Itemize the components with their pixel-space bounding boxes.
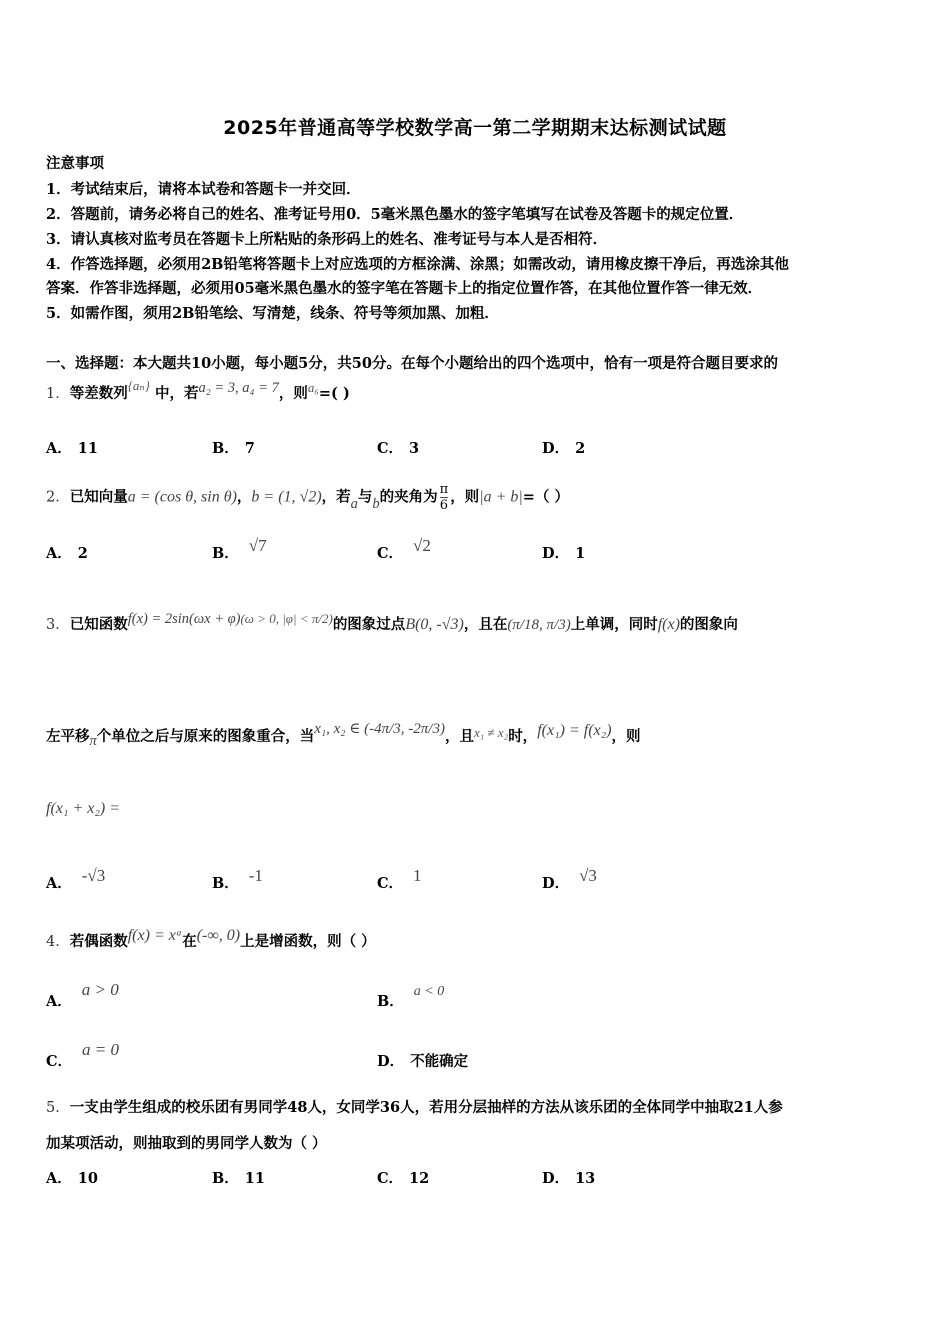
option-c[interactable]: C． 12 [377, 1170, 430, 1187]
page-title: 2025年普通高等学校数学高一第二学期期末达标测试试题 [223, 117, 727, 139]
question-5-line-2: 加某项活动，则抽取到的男同学人数为（ ） [46, 1135, 327, 1152]
option-c[interactable]: C． 1 [377, 866, 422, 892]
notice-item: 3．请认真核对监考员在答题卡上所粘贴的条形码上的姓名、准考证号与本人是否相符． [46, 231, 608, 248]
option-b[interactable]: B． √7 [212, 536, 267, 562]
option-b[interactable]: B． -1 [212, 866, 263, 892]
question-1: 1．等差数列{aₙ} 中，若a₂ = 3, a₄ = 7，则a₆=( ) [46, 378, 350, 402]
question-number: 3． [46, 617, 70, 633]
question-3-line-3: f(x₁ + x₂) = [46, 800, 121, 817]
notice-item: 1．考试结束后，请将本试卷和答题卡一并交回． [46, 181, 361, 198]
notice-item: 答案．作答非选择题，必须用05毫米黑色墨水的签字笔在答题卡上的指定位置作答，在其他位置作答一律无效． [46, 280, 763, 297]
option-a[interactable]: A． 2 [46, 545, 88, 562]
option-b[interactable]: B． 7 [212, 440, 255, 457]
question-5-line-1: 5．一支由学生组成的校乐团有男同学48人，女同学36人，若用分层抽样的方法从该乐团的全体同学中抽取21人参 [46, 1099, 783, 1116]
option-d[interactable]: D． √3 [542, 866, 597, 892]
section-header: 一、选择题：本大题共10小题，每小题5分，共50分。在每个小题给出的四个选项中，恰有一项是符合题目要求的 [46, 355, 778, 372]
option-a[interactable]: A．a > 0 [46, 980, 119, 1010]
question-number: 4． [46, 934, 70, 950]
question-2: 2．已知向量a = (cos θ, sin θ)，b = (1, √2)，若a与b的夹角为 $\frac{\pi}{6}$ ，则|a + b|=（ ） [46, 482, 569, 513]
notice-item: 4．作答选择题，必须用2B铅笔将答题卡上对应选项的方框涂满、涂黑；如需改动，请用橡皮擦干净后，再选涂其他 [46, 256, 789, 273]
option-c[interactable]: C．a = 0 [46, 1040, 120, 1070]
question-3-line-2: 左平移π个单位之后与原来的图象重合，当x₁, x₂ ∈ (-4π/3, -2π/3)，且x₁ ≠ x₂时，f(x₁) = f(x₂)，则 [46, 721, 641, 749]
option-b[interactable]: B． 11 [212, 1170, 265, 1187]
notice-item: 2．答题前，请务必将自己的姓名、准考证号用0．5毫米黑色墨水的签字笔填写在试卷及答题卡的规定位置． [46, 206, 744, 223]
option-d[interactable]: D． 13 [542, 1170, 596, 1187]
notice-item: 5．如需作图，须用2B铅笔绘、写清楚，线条、符号等须加黑、加粗． [46, 305, 499, 322]
option-c[interactable]: C． √2 [377, 536, 431, 562]
question-4: 4．若偶函数f(x) = xᵃ在(-∞, 0)上是增函数，则（ ） [46, 927, 376, 950]
fraction: $\frac{\pi}{6}$ [439, 482, 449, 513]
notice-heading: 注意事项 [46, 155, 104, 172]
option-a[interactable]: A． 10 [46, 1170, 98, 1187]
option-d[interactable]: D． 2 [542, 440, 586, 457]
option-c[interactable]: C． 3 [377, 440, 420, 457]
question-number: 5． [46, 1100, 70, 1116]
question-number: 1． [46, 386, 70, 402]
option-b[interactable]: B．a < 0 [377, 984, 445, 1010]
question-3-line-1: 3．已知函数f(x) = 2sin(ωx + φ)(ω > 0, |φ| < π/2)的图象过点B(0, -√3)，且在(π/18, π/3)上单调，同时f(x)的图象向 [46, 611, 738, 633]
option-a[interactable]: A． 11 [46, 440, 98, 457]
option-d[interactable]: D． 不能确定 [377, 1053, 469, 1070]
question-number: 2． [46, 489, 70, 506]
option-a[interactable]: A． -√3 [46, 866, 106, 892]
option-d[interactable]: D． 1 [542, 545, 586, 562]
